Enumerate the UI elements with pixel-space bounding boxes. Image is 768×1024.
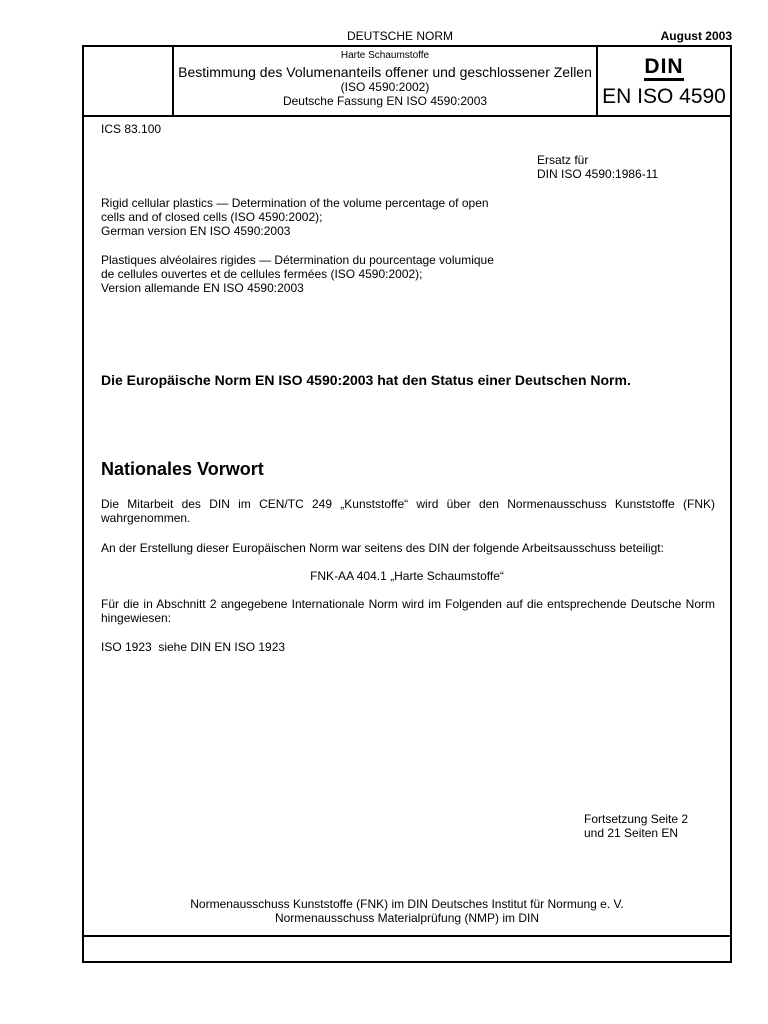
issuing-committee-line: Normenausschuss Kunststoffe (FNK) im DIN Deutsches Institut für Normung e. V. <box>190 897 624 911</box>
foreword-paragraph: Die Mitarbeit des DIN im CEN/TC 249 „Kunststoffe“ wird über den Normenausschuss Kunststoffe (FNK) wahrgenommen. <box>101 497 715 525</box>
replaces-label: Ersatz für <box>537 153 589 167</box>
document-type-header: DEUTSCHE NORM <box>346 29 453 43</box>
continuation-line: Fortsetzung Seite 2 <box>584 812 689 826</box>
title-row <box>82 45 732 117</box>
french-title <box>101 253 541 295</box>
committee-name: FNK-AA 404.1 „Harte Schaumstoffe“ <box>310 569 504 583</box>
continuation-line: und 21 Seiten EN <box>584 826 679 840</box>
replaces-note <box>537 153 658 181</box>
issuing-committees <box>82 897 732 925</box>
publication-date: August 2003 <box>660 29 732 43</box>
english-title-line: Rigid cellular plastics — Determination of the volume percentage of open <box>101 196 489 210</box>
footer-rule <box>82 935 732 937</box>
ics-code: ICS 83.100 <box>101 122 162 136</box>
english-title-line: cells and of closed cells (ISO 4590:2002); <box>101 210 323 224</box>
language-version: Deutsche Fassung EN ISO 4590:2003 <box>282 94 488 108</box>
french-title-line: Plastiques alvéolaires rigides — Détermination du pourcentage volumique <box>101 253 494 267</box>
french-title-line: de cellules ouvertes et de cellules fermées (ISO 4590:2002); <box>101 267 423 281</box>
standard-title: Bestimmung des Volumenanteils offener und geschlossener Zellen <box>178 64 592 80</box>
reference-code: ISO 1923 <box>101 640 152 654</box>
status-statement: Die Europäische Norm EN ISO 4590:2003 hat den Status einer Deutschen Norm. <box>101 372 631 388</box>
foreword-paragraph: Für die in Abschnitt 2 angegebene Internationale Norm wird im Folgenden auf die entsprechende Deutsche Norm hingewiesen: <box>101 597 715 625</box>
standard-number: EN ISO 4590 <box>602 85 726 108</box>
subject-line: Harte Schaumstoffe <box>340 50 430 61</box>
iso-reference: (ISO 4590:2002) <box>340 80 430 94</box>
din-block <box>598 45 730 115</box>
reference-row <box>101 640 285 654</box>
foreword-paragraph: An der Erstellung dieser Europäischen Norm war seitens des DIN der folgende Arbeitsausschuss beteiligt: <box>101 541 664 555</box>
issuing-committee-line: Normenausschuss Materialprüfung (NMP) im DIN <box>274 911 540 925</box>
title-block <box>174 45 596 115</box>
replaced-standard: DIN ISO 4590:1986-11 <box>537 167 659 181</box>
english-title <box>101 196 531 238</box>
foreword-heading: Nationales Vorwort <box>101 459 264 479</box>
continuation-note <box>584 812 688 840</box>
reference-target: siehe DIN EN ISO 1923 <box>158 640 286 654</box>
english-title-line: German version EN ISO 4590:2003 <box>101 224 291 238</box>
din-logo: DIN <box>644 56 683 81</box>
french-title-line: Version allemande EN ISO 4590:2003 <box>101 281 304 295</box>
